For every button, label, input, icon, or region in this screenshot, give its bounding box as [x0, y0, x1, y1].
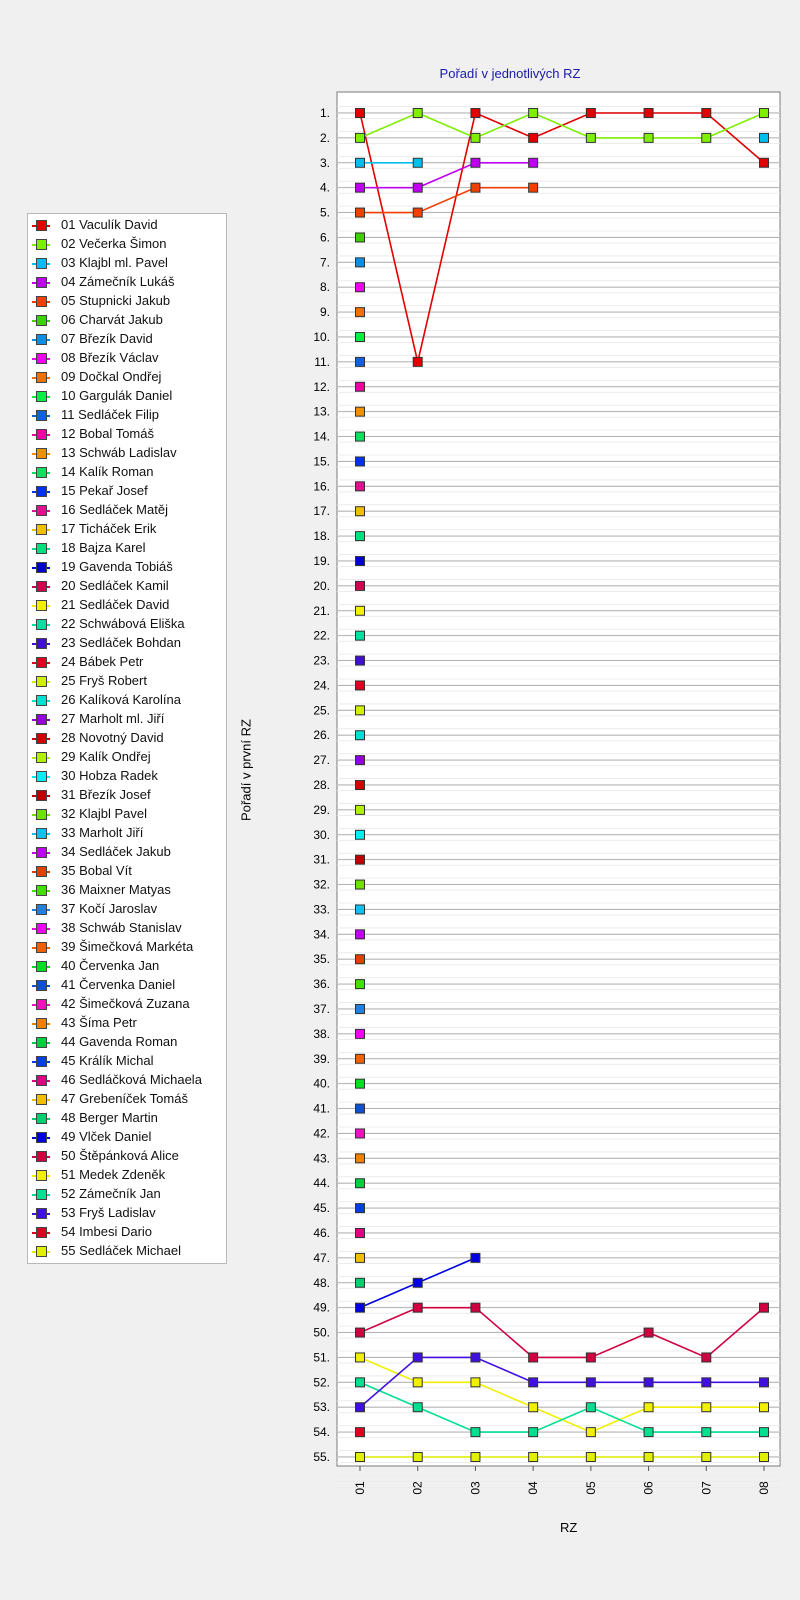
data-point	[356, 905, 365, 914]
legend-label: 03 Klajbl ml. Pavel	[61, 255, 168, 270]
data-point	[356, 158, 365, 167]
data-point	[413, 1303, 422, 1312]
data-point	[356, 781, 365, 790]
y-tick-label: 52.	[313, 1375, 330, 1390]
data-point	[644, 109, 653, 118]
data-point	[356, 1129, 365, 1138]
legend-label: 19 Gavenda Tobiáš	[61, 559, 173, 574]
legend-label: 26 Kalíková Karolína	[61, 692, 181, 707]
data-point	[356, 432, 365, 441]
data-point	[356, 357, 365, 366]
x-tick-label: 02	[410, 1481, 425, 1495]
y-tick-label: 9.	[319, 305, 330, 320]
data-point	[471, 1253, 480, 1262]
data-point	[356, 1428, 365, 1437]
legend-label: 13 Schwáb Ladislav	[61, 445, 177, 460]
data-point	[644, 1378, 653, 1387]
legend-label: 01 Vaculík David	[61, 217, 158, 232]
data-point	[356, 756, 365, 765]
data-point	[471, 183, 480, 192]
legend-label: 52 Zámečník Jan	[61, 1186, 161, 1201]
legend-label: 24 Bábek Petr	[61, 654, 144, 669]
y-tick-label: 2.	[319, 130, 330, 145]
data-point	[356, 308, 365, 317]
data-point	[760, 1403, 769, 1412]
data-point	[356, 333, 365, 342]
data-point	[356, 208, 365, 217]
legend-label: 40 Červenka Jan	[61, 958, 160, 973]
data-point	[702, 133, 711, 142]
y-tick-label: 14.	[313, 429, 330, 444]
data-point	[356, 1303, 365, 1312]
data-point	[356, 980, 365, 989]
data-point	[356, 457, 365, 466]
legend-label: 22 Schwábová Eliška	[61, 616, 185, 631]
data-point	[356, 1328, 365, 1337]
legend-label: 36 Maixner Matyas	[61, 882, 171, 897]
data-point	[760, 133, 769, 142]
y-tick-label: 22.	[313, 628, 330, 643]
legend-label: 39 Šimečková Markéta	[61, 939, 194, 954]
x-tick-label: 07	[699, 1481, 714, 1495]
y-tick-label: 55.	[313, 1450, 330, 1464]
legend-label: 35 Bobal Vít	[61, 863, 132, 878]
data-point	[356, 1104, 365, 1113]
legend-label: 46 Sedláčková Michaela	[61, 1072, 202, 1087]
data-point	[356, 258, 365, 267]
data-point	[471, 1453, 480, 1462]
x-tick-label: 03	[468, 1481, 483, 1495]
data-point	[356, 1079, 365, 1088]
data-point	[702, 1428, 711, 1437]
y-tick-label: 5.	[319, 205, 330, 220]
data-point	[471, 1303, 480, 1312]
data-point	[413, 1453, 422, 1462]
legend-label: 31 Březík Josef	[61, 787, 151, 802]
data-point	[586, 1428, 595, 1437]
data-point	[356, 830, 365, 839]
x-tick-label: 08	[757, 1481, 771, 1495]
legend-label: 14 Kalík Roman	[61, 464, 154, 479]
y-tick-label: 13.	[313, 404, 330, 419]
data-point	[413, 158, 422, 167]
legend-label: 16 Sedláček Matěj	[61, 502, 168, 517]
data-point	[702, 109, 711, 118]
y-tick-label: 15.	[313, 454, 330, 469]
y-tick-label: 46.	[313, 1226, 330, 1240]
data-point	[356, 1453, 365, 1462]
data-point	[356, 1229, 365, 1238]
legend-label: 23 Sedláček Bohdan	[61, 635, 181, 650]
y-tick-label: 49.	[313, 1300, 330, 1315]
data-point	[356, 880, 365, 889]
data-point	[702, 1403, 711, 1412]
data-point	[356, 183, 365, 192]
data-point	[529, 1353, 538, 1362]
y-tick-label: 42.	[313, 1126, 330, 1141]
data-point	[356, 631, 365, 640]
y-tick-label: 6.	[319, 230, 330, 245]
legend-label: 15 Pekař Josef	[61, 483, 148, 498]
data-point	[356, 482, 365, 491]
data-point	[356, 606, 365, 615]
data-point	[529, 1378, 538, 1387]
legend-label: 18 Bajza Karel	[61, 540, 146, 555]
y-tick-label: 7.	[319, 255, 330, 270]
data-point	[760, 109, 769, 118]
data-point	[356, 233, 365, 242]
legend-label: 49 Vlček Daniel	[61, 1129, 152, 1144]
legend-label: 20 Sedláček Kamil	[61, 578, 169, 593]
data-point	[644, 1403, 653, 1412]
data-point	[702, 1453, 711, 1462]
data-point	[356, 1179, 365, 1188]
x-axis-label: RZ	[560, 1520, 578, 1535]
legend-label: 51 Medek Zdeněk	[61, 1167, 166, 1182]
data-point	[644, 1328, 653, 1337]
data-point	[356, 1005, 365, 1014]
legend-label: 50 Štěpánková Alice	[61, 1148, 179, 1163]
y-tick-label: 34.	[313, 927, 330, 942]
y-tick-label: 3.	[319, 155, 330, 170]
y-tick-label: 45.	[313, 1201, 330, 1216]
data-point	[356, 407, 365, 416]
legend-label: 05 Stupnicki Jakub	[61, 293, 171, 308]
y-tick-label: 23.	[313, 653, 330, 668]
legend-label: 09 Dočkal Ondřej	[61, 369, 162, 384]
y-tick-label: 53.	[313, 1400, 330, 1415]
legend-label: 43 Šíma Petr	[61, 1015, 137, 1030]
y-tick-label: 24.	[313, 678, 330, 693]
data-point	[760, 1378, 769, 1387]
x-tick-label: 04	[526, 1481, 541, 1495]
legend-label: 44 Gavenda Roman	[61, 1034, 178, 1049]
data-point	[413, 1278, 422, 1287]
legend-label: 08 Březík Václav	[61, 350, 159, 365]
data-point	[356, 930, 365, 939]
data-point	[356, 1403, 365, 1412]
chart-title: Pořadí v jednotlivých RZ	[439, 66, 581, 81]
y-tick-label: 33.	[313, 902, 330, 917]
data-point	[760, 1453, 769, 1462]
data-point	[586, 109, 595, 118]
data-point	[356, 581, 365, 590]
data-point	[471, 158, 480, 167]
y-tick-label: 51.	[313, 1350, 330, 1365]
data-point	[702, 1353, 711, 1362]
legend-label: 04 Zámečník Lukáš	[61, 274, 175, 289]
y-axis-label: Pořadí v první RZ	[238, 719, 254, 821]
legend-label: 10 Gargulák Daniel	[61, 388, 173, 403]
y-tick-label: 48.	[313, 1275, 330, 1290]
y-tick-label: 10.	[313, 330, 330, 344]
y-tick-label: 20.	[313, 578, 330, 593]
data-point	[413, 208, 422, 217]
legend-label: 32 Klajbl Pavel	[61, 806, 147, 821]
legend-label: 12 Bobal Tomáš	[61, 426, 154, 441]
data-point	[356, 706, 365, 715]
legend-label: 53 Fryš Ladislav	[61, 1205, 156, 1220]
y-tick-label: 1.	[319, 106, 330, 120]
legend-label: 54 Imbesi Dario	[61, 1224, 153, 1239]
data-point	[760, 1303, 769, 1312]
data-point	[529, 1453, 538, 1462]
legend-label: 34 Sedláček Jakub	[61, 844, 171, 859]
legend-label: 42 Šimečková Zuzana	[61, 996, 190, 1011]
y-tick-label: 54.	[313, 1425, 330, 1440]
legend-label: 48 Berger Martin	[61, 1110, 158, 1125]
y-tick-label: 27.	[313, 753, 330, 768]
legend-label: 02 Večerka Šimon	[61, 236, 167, 251]
legend-label: 38 Schwáb Stanislav	[61, 920, 182, 935]
data-point	[702, 1378, 711, 1387]
data-point	[586, 1403, 595, 1412]
data-point	[356, 805, 365, 814]
y-tick-label: 19.	[313, 554, 330, 568]
legend-label: 30 Hobza Radek	[61, 768, 158, 783]
data-point	[471, 1353, 480, 1362]
data-point	[356, 1154, 365, 1163]
legend-label: 45 Králík Michal	[61, 1053, 154, 1068]
data-point	[356, 382, 365, 391]
data-point	[471, 133, 480, 142]
y-tick-label: 17.	[313, 504, 330, 519]
y-tick-label: 40.	[313, 1076, 330, 1091]
data-point	[471, 1378, 480, 1387]
y-tick-label: 26.	[313, 728, 330, 743]
data-point	[356, 681, 365, 690]
data-point	[356, 731, 365, 740]
data-point	[529, 133, 538, 142]
data-point	[356, 1378, 365, 1387]
y-tick-label: 29.	[313, 802, 330, 817]
data-point	[356, 656, 365, 665]
data-point	[413, 1403, 422, 1412]
legend-label: 28 Novotný David	[61, 730, 164, 745]
data-point	[356, 133, 365, 142]
data-point	[529, 158, 538, 167]
y-tick-label: 25.	[313, 703, 330, 718]
legend-label: 47 Grebeníček Tomáš	[61, 1091, 188, 1106]
y-tick-label: 41.	[313, 1101, 330, 1116]
y-tick-label: 37.	[313, 1002, 330, 1016]
y-tick-label: 31.	[313, 852, 330, 867]
legend-label: 25 Fryš Robert	[61, 673, 147, 688]
y-tick-label: 21.	[313, 603, 330, 618]
y-tick-label: 47.	[313, 1250, 330, 1265]
data-point	[356, 1204, 365, 1213]
y-tick-label: 43.	[313, 1151, 330, 1166]
data-point	[586, 133, 595, 142]
x-tick-label: 06	[641, 1481, 656, 1495]
y-tick-label: 18.	[313, 529, 330, 544]
y-tick-label: 8.	[319, 280, 330, 295]
data-point	[413, 357, 422, 366]
y-tick-label: 30.	[313, 827, 330, 842]
data-point	[356, 1253, 365, 1262]
data-point	[413, 183, 422, 192]
data-point	[644, 1428, 653, 1437]
data-point	[644, 133, 653, 142]
y-tick-label: 16.	[313, 479, 330, 494]
y-tick-label: 11.	[314, 354, 330, 369]
legend-label: 55 Sedláček Michael	[61, 1243, 181, 1258]
data-point	[356, 955, 365, 964]
data-point	[356, 855, 365, 864]
y-tick-label: 12.	[313, 379, 330, 394]
data-point	[586, 1453, 595, 1462]
data-point	[413, 109, 422, 118]
data-point	[586, 1378, 595, 1387]
data-point	[471, 1428, 480, 1437]
y-tick-label: 36.	[313, 977, 330, 992]
data-point	[356, 532, 365, 541]
x-tick-label: 05	[583, 1481, 598, 1495]
data-point	[356, 1353, 365, 1362]
legend-label: 37 Kočí Jaroslav	[61, 901, 158, 916]
legend-label: 33 Marholt Jiří	[61, 825, 144, 840]
y-tick-label: 50.	[313, 1325, 330, 1340]
y-tick-label: 44.	[313, 1176, 330, 1191]
legend-label: 27 Marholt ml. Jiří	[61, 711, 165, 726]
legend-label: 41 Červenka Daniel	[61, 977, 176, 992]
data-point	[413, 1378, 422, 1387]
data-point	[586, 1353, 595, 1362]
y-tick-label: 4.	[319, 180, 330, 195]
legend-label: 29 Kalík Ondřej	[61, 749, 151, 764]
legend-label: 17 Ticháček Erik	[61, 521, 157, 536]
data-point	[529, 183, 538, 192]
legend-label: 11 Sedláček Filip	[61, 407, 160, 422]
data-point	[356, 1029, 365, 1038]
data-point	[356, 283, 365, 292]
legend-label: 21 Sedláček David	[61, 597, 170, 612]
data-point	[760, 1428, 769, 1437]
data-point	[529, 1403, 538, 1412]
data-point	[529, 109, 538, 118]
legend-label: 06 Charvát Jakub	[61, 312, 163, 327]
data-point	[644, 1453, 653, 1462]
y-tick-label: 32.	[313, 877, 330, 892]
legend-label: 07 Březík David	[61, 331, 153, 346]
data-point	[356, 557, 365, 566]
data-point	[356, 1278, 365, 1287]
y-tick-label: 39.	[313, 1051, 330, 1066]
x-tick-label: 01	[353, 1481, 367, 1495]
y-tick-label: 35.	[313, 952, 330, 967]
data-point	[529, 1428, 538, 1437]
data-point	[471, 109, 480, 118]
data-point	[760, 158, 769, 167]
data-point	[413, 1353, 422, 1362]
y-tick-label: 38.	[313, 1026, 330, 1041]
data-point	[356, 507, 365, 516]
data-point	[356, 109, 365, 118]
data-point	[356, 1054, 365, 1063]
y-tick-label: 28.	[313, 778, 330, 792]
